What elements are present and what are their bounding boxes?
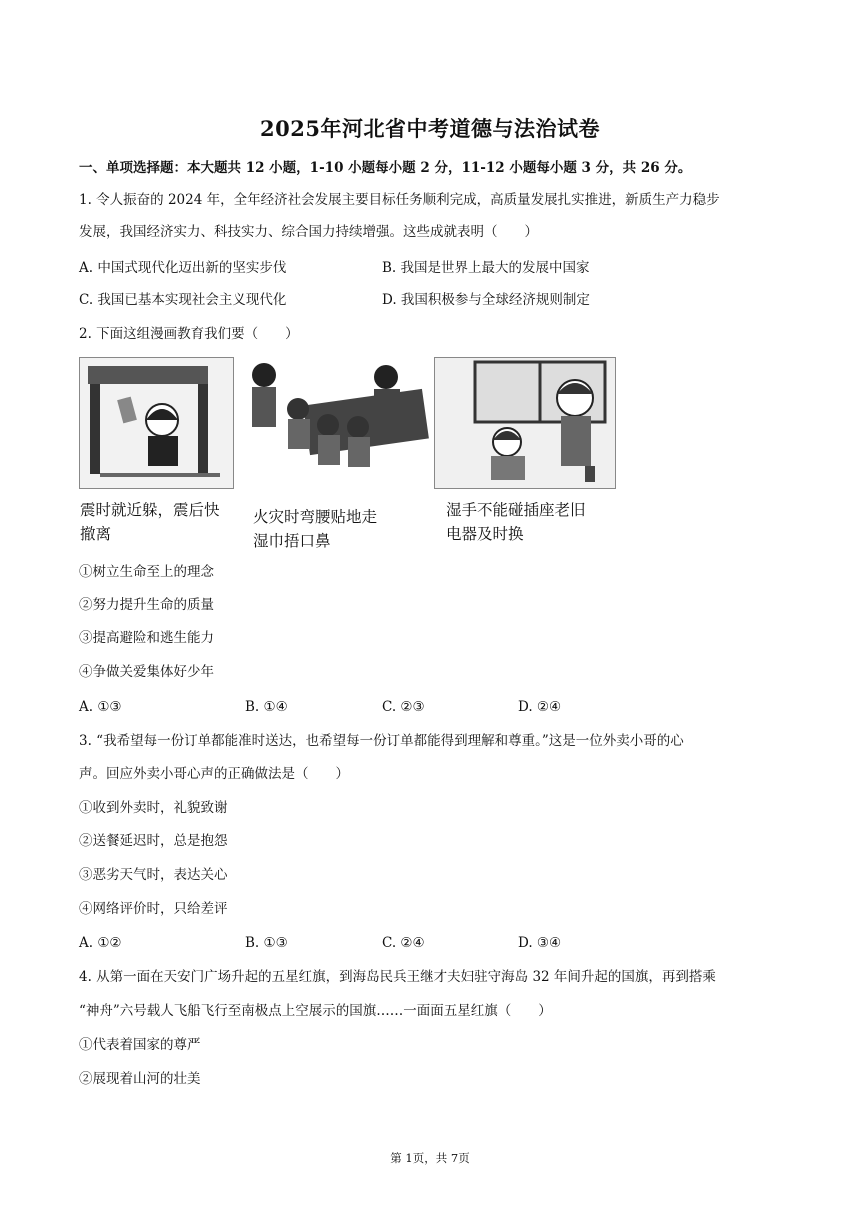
q2-option-d: D. ②④ xyxy=(518,699,562,715)
cartoon-caption-3-line-2: 电器及时换 xyxy=(446,525,524,543)
q1-option-b: B. 我国是世界上最大的发展中国家 xyxy=(382,260,590,276)
q2-option-a: A. ①③ xyxy=(79,699,122,715)
q4-item-1: ①代表着国家的尊严 xyxy=(79,1037,201,1053)
q3-option-a: A. ①② xyxy=(79,935,122,951)
q2-option-b: B. ①④ xyxy=(245,699,288,715)
q1-option-d: D. 我国积极参与全球经济规则制定 xyxy=(382,292,590,308)
q3-option-c: C. ②④ xyxy=(382,935,425,951)
cartoon-caption-1-line-1: 震时就近躲，震后快 xyxy=(80,501,220,519)
section-heading: 一、单项选择题：本大题共 12 小题，1-10 小题每小题 2 分，11-12 小题每小题 3 分，共 26 分。 xyxy=(79,160,692,176)
q1-stem-line-2: 发展，我国经济实力、科技实力、综合国力持续增强。这些成就表明（ ） xyxy=(79,224,538,240)
cartoon-caption-1-line-2: 撤离 xyxy=(80,525,112,543)
q2-item-4: ④争做关爱集体好少年 xyxy=(79,664,214,680)
cartoon-electric-safety xyxy=(434,357,616,489)
q1-option-c: C. 我国已基本实现社会主义现代化 xyxy=(79,292,287,308)
q3-stem-line-2: 声。回应外卖小哥心声的正确做法是（ ） xyxy=(79,766,349,782)
q1-stem-line-1: 1. 令人振奋的 2024 年，全年经济社会发展主要目标任务顺利完成，高质量发展扎实推进，新质生产力稳步 xyxy=(79,192,720,208)
q3-item-2: ②送餐延迟时，总是抱怨 xyxy=(79,833,228,849)
q3-item-1: ①收到外卖时，礼貌致谢 xyxy=(79,800,228,816)
q2-stem: 2. 下面这组漫画教育我们要（ ） xyxy=(79,326,299,342)
page-title: 2025年河北省中考道德与法治试卷 xyxy=(260,116,600,141)
cartoon-caption-2-line-2: 湿巾捂口鼻 xyxy=(253,532,331,550)
q2-item-2: ②努力提升生命的质量 xyxy=(79,597,214,613)
cartoon-caption-2-line-1: 火灾时弯腰贴地走 xyxy=(253,508,378,526)
cartoon-earthquake xyxy=(79,357,234,489)
q2-item-1: ①树立生命至上的理念 xyxy=(79,564,214,580)
q4-stem-line-2: “神舟”六号载人飞船飞行至南极点上空展示的国旗……一面面五星红旗（ ） xyxy=(79,1003,552,1019)
cartoon-caption-3-line-1: 湿手不能碰插座老旧 xyxy=(446,501,586,519)
q3-option-d: D. ③④ xyxy=(518,935,562,951)
q2-item-3: ③提高避险和逃生能力 xyxy=(79,630,214,646)
q2-option-c: C. ②③ xyxy=(382,699,425,715)
q4-stem-line-1: 4. 从第一面在天安门广场升起的五星红旗，到海岛民兵王继才夫妇驻守海岛 32 年间升起的国旗，再到搭乘 xyxy=(79,969,716,985)
q1-option-a: A. 中国式现代化迈出新的坚实步伐 xyxy=(79,260,287,276)
q3-stem-line-1: 3. “我希望每一份订单都能准时送达，也希望每一份订单都能得到理解和尊重。”这是一位外卖小哥的心 xyxy=(79,733,684,749)
q3-item-3: ③恶劣天气时，表达关心 xyxy=(79,867,228,883)
cartoon-fire-escape xyxy=(236,357,429,487)
page-footer: 第 1页，共 7页 xyxy=(390,1151,470,1165)
q3-option-b: B. ①③ xyxy=(245,935,288,951)
q3-item-4: ④网络评价时，只给差评 xyxy=(79,901,228,917)
q4-item-2: ②展现着山河的壮美 xyxy=(79,1071,201,1087)
